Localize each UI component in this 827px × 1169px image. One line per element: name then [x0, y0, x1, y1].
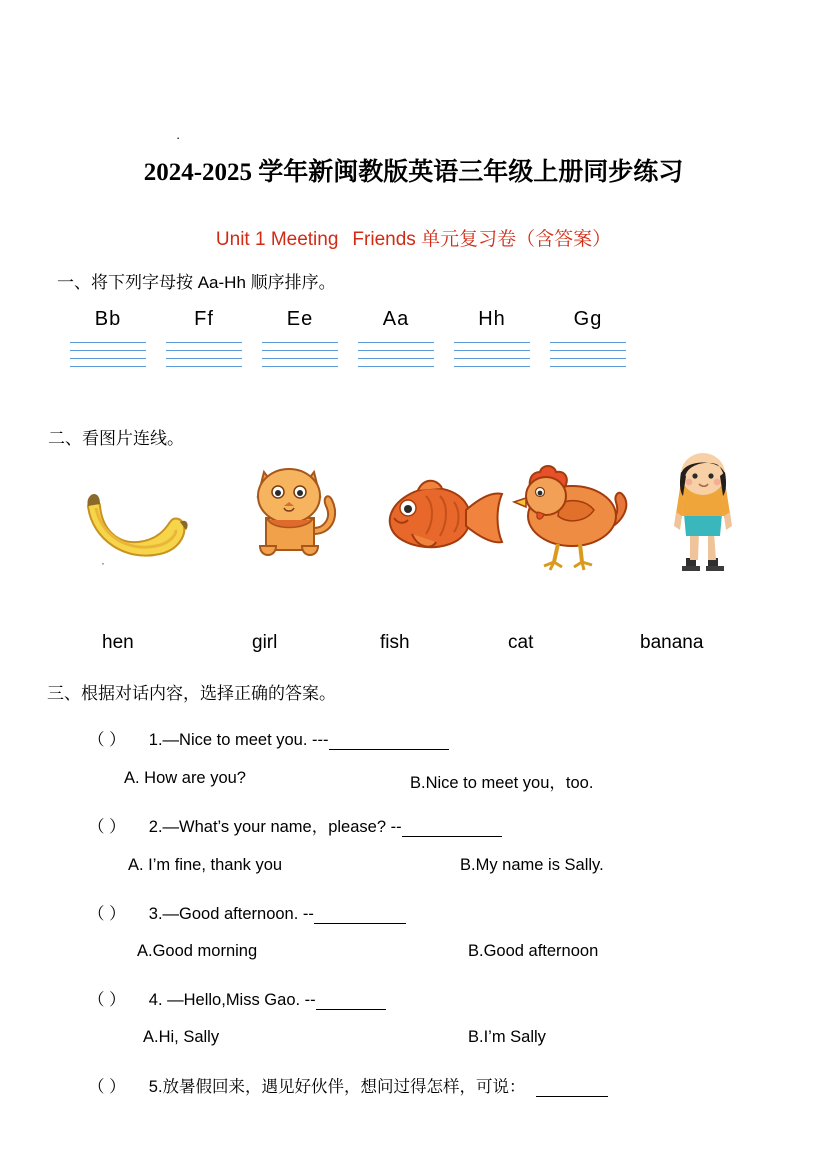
question-stem: —Hello,Miss Gao. --: [162, 991, 316, 1009]
letters-row: [60, 308, 700, 331]
question-stem: —What’s your name，please? --: [162, 818, 402, 836]
writing-line-group[interactable]: [444, 342, 540, 367]
letter-item: Ff: [194, 308, 214, 330]
letter-item: Ee: [286, 308, 314, 330]
writing-line-group[interactable]: [540, 342, 636, 367]
question-stem: 放暑假回来，遇见好伙伴，想问过得怎样，可说：: [162, 1078, 526, 1096]
subtitle-unit: Unit 1 Meeting: [215, 229, 339, 250]
answer-bracket[interactable]: （ ）: [88, 991, 126, 1009]
question-row[interactable]: [88, 986, 386, 1010]
banana-picture: [74, 470, 204, 592]
answer-bracket[interactable]: （ ）: [88, 731, 126, 749]
girl-picture: [650, 452, 780, 574]
answer-bracket[interactable]: （ ）: [88, 818, 126, 836]
answer-blank[interactable]: [329, 735, 449, 750]
word-item[interactable]: banana: [640, 632, 704, 653]
unit-subtitle: [0, 224, 827, 251]
fish-picture: [378, 470, 508, 592]
answer-blank[interactable]: [316, 995, 386, 1010]
section-2-heading: 二、看图片连线。: [48, 429, 184, 448]
word-item[interactable]: fish: [380, 632, 410, 653]
writing-line-group[interactable]: [60, 342, 156, 367]
option-b[interactable]: B.Good afternoon: [468, 942, 599, 960]
answer-blank[interactable]: [536, 1082, 608, 1097]
letter-item: Gg: [573, 308, 603, 330]
section-1-heading: 一、将下列字母按 Aa-Hh 顺序排序。: [57, 273, 336, 292]
option-b[interactable]: B.Nice to meet you，too.: [410, 774, 594, 792]
question-stem: —Nice to meet you. ---: [162, 731, 329, 749]
answer-bracket[interactable]: （ ）: [88, 905, 126, 923]
stray-mark: ·: [176, 130, 181, 145]
question-row[interactable]: [88, 813, 502, 837]
option-a[interactable]: A. I’m fine, thank you: [128, 856, 283, 874]
word-item[interactable]: girl: [252, 632, 278, 653]
answer-blank[interactable]: [314, 909, 406, 924]
picture-row: [60, 452, 760, 582]
writing-line-group[interactable]: [156, 342, 252, 367]
cat-picture: [232, 454, 362, 576]
writing-line-group[interactable]: [348, 342, 444, 367]
question-stem: —Good afternoon. --: [162, 905, 314, 923]
writing-lines-row: [60, 342, 700, 367]
question-number: 3.: [148, 905, 163, 923]
page-title: 2024-2025 学年新闽教版英语三年级上册同步练习: [143, 159, 684, 186]
word-row: [60, 632, 760, 662]
option-b[interactable]: B.I’m Sally: [468, 1028, 546, 1046]
word-item[interactable]: hen: [102, 632, 134, 653]
letter-item: Hh: [478, 308, 506, 330]
option-a[interactable]: A.Good morning: [137, 942, 258, 960]
letter-item: Bb: [94, 308, 122, 330]
question-row[interactable]: [88, 726, 449, 750]
question-number: 1.: [148, 731, 163, 749]
letter-item: Aa: [382, 308, 410, 330]
option-b[interactable]: B.My name is Sally.: [460, 856, 604, 874]
option-a[interactable]: A.Hi, Sally: [143, 1028, 220, 1046]
subtitle-friends: Friends: [352, 229, 416, 250]
question-number: 2.: [148, 818, 163, 836]
question-number: 4.: [148, 991, 163, 1009]
subtitle-tail: 单元复习卷（含答案）: [421, 229, 612, 250]
stray-mark-2: ·: [101, 556, 105, 570]
section-3-heading: 三、根据对话内容，选择正确的答案。: [47, 684, 336, 703]
word-item[interactable]: cat: [508, 632, 534, 653]
question-row[interactable]: [88, 900, 406, 924]
option-a[interactable]: A. How are you?: [124, 769, 246, 787]
question-row[interactable]: [88, 1073, 608, 1097]
question-number: 5.: [148, 1078, 163, 1096]
hen-picture: [510, 460, 640, 582]
answer-blank[interactable]: [402, 822, 502, 837]
writing-line-group[interactable]: [252, 342, 348, 367]
answer-bracket[interactable]: （ ）: [88, 1078, 126, 1096]
